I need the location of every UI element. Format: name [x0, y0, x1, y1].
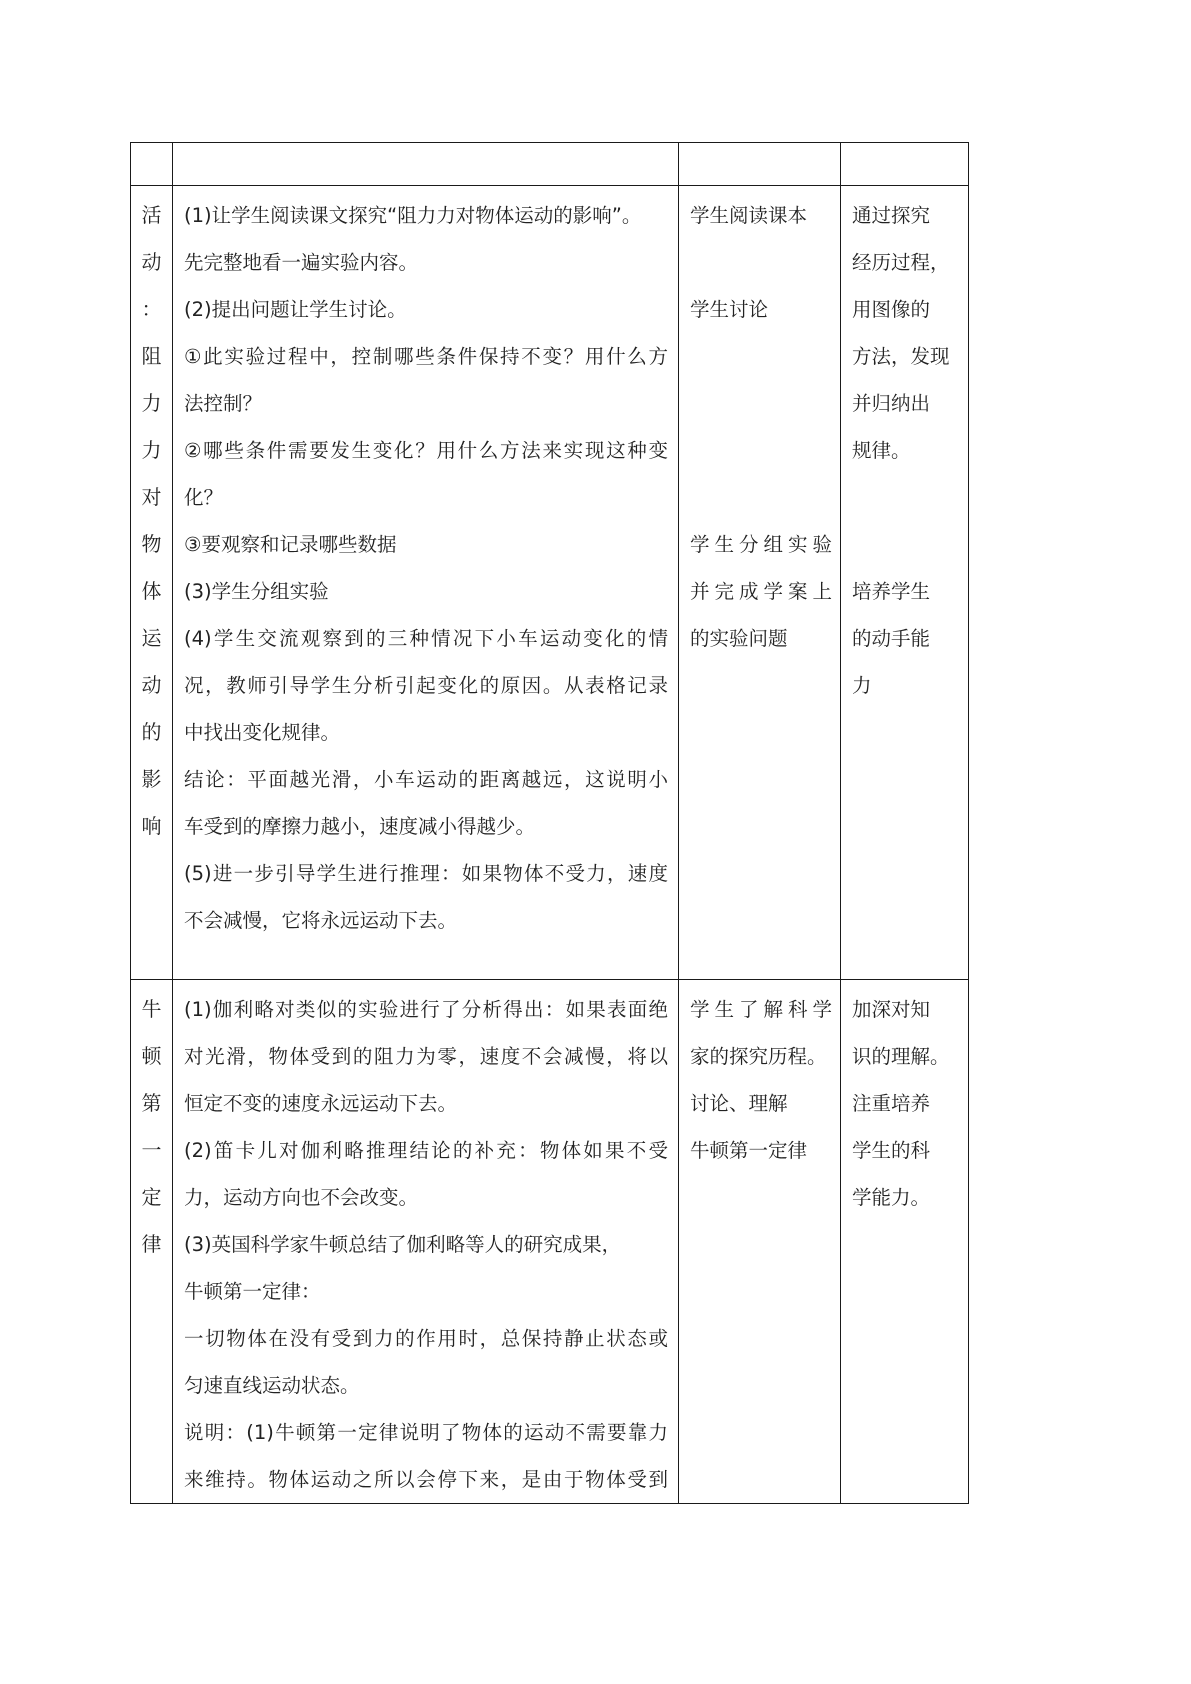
purpose-line: 加深对知 — [852, 998, 931, 1021]
purpose-line — [852, 521, 960, 568]
purpose-line: 培养学生 — [852, 580, 931, 603]
student-activity-line — [690, 333, 832, 380]
activity-design-purpose — [841, 186, 968, 709]
content-line: 化？ — [184, 486, 224, 509]
newton-student-cell — [679, 980, 841, 1504]
blank-cell — [679, 143, 841, 186]
content-line: (2)笛卡儿对伽利略推理结论的补充：物体如果不受 — [184, 1139, 668, 1162]
section-title-char: 对 — [141, 485, 162, 509]
purpose-line: 学能力。 — [852, 1186, 931, 1209]
section-title-char: 第 — [141, 1091, 162, 1115]
content-line: (3)英国科学家牛顿总结了伽利略等人的研究成果， — [184, 1233, 622, 1256]
section-title-char: 一 — [141, 1138, 162, 1162]
content-line: (2)提出问题让学生讨论。 — [184, 298, 407, 321]
section-title-char: 动 — [141, 250, 162, 274]
activity-content — [173, 186, 678, 944]
purpose-line: 识的理解。 — [852, 1045, 950, 1068]
content-line: (3)学生分组实验 — [184, 580, 329, 603]
content-line: (5)进一步引导学生进行推理：如果物体不受力，速度 — [184, 862, 668, 885]
student-activity-line: 牛顿第一定律 — [690, 1139, 808, 1162]
activity-title — [131, 186, 172, 850]
content-line: 说明：(1)牛顿第一定律说明了物体的运动不需要靠力 — [184, 1421, 668, 1444]
blank-cell — [131, 143, 173, 186]
section-title-char: 运 — [141, 626, 162, 650]
newton-student-activity — [679, 980, 840, 1174]
purpose-line: 用图像的 — [852, 298, 931, 321]
content-line: 一切物体在没有受到力的作用时，总保持静止状态或 — [184, 1327, 668, 1350]
activity-student-cell — [679, 186, 841, 980]
student-activity-line — [690, 474, 832, 521]
table-header-row — [131, 143, 969, 186]
newton-content — [173, 980, 678, 1503]
content-line: (4)学生交流观察到的三种情况下小车运动变化的情 — [184, 627, 668, 650]
purpose-line: 学生的科 — [852, 1139, 931, 1162]
purpose-line — [852, 474, 960, 521]
purpose-line: 通过探究 — [852, 204, 931, 227]
student-activity-line: 家的探究历程。 — [690, 1045, 827, 1068]
content-line: 牛顿第一定律： — [184, 1280, 321, 1303]
content-line: 车受到的摩擦力越小，速度减小得越少。 — [184, 815, 536, 838]
section-title-char: 阻 — [141, 344, 162, 368]
content-line: 不会减慢，它将永远运动下去。 — [184, 909, 458, 932]
content-line: (1)伽利略对类似的实验进行了分析得出：如果表面绝 — [184, 998, 668, 1021]
purpose-line: 力 — [852, 674, 872, 697]
section-title-char: 物 — [141, 532, 162, 556]
newton-content-cell — [173, 980, 679, 1504]
content-line: 来维持。物体运动之所以会停下来，是由于物体受到 — [184, 1468, 668, 1491]
purpose-line: 注重培养 — [852, 1092, 931, 1115]
content-line: 力，运动方向也不会改变。 — [184, 1186, 419, 1209]
section-title-char: 响 — [141, 814, 162, 838]
content-line: ②哪些条件需要发生变化？用什么方法来实现这种变 — [184, 439, 668, 462]
student-activity-line: 学生阅读课本 — [690, 204, 808, 227]
section-title-char: 牛 — [141, 997, 162, 1021]
content-line: 先完整地看一遍实验内容。 — [184, 251, 419, 274]
section-title-char: 活 — [141, 203, 162, 227]
section-title-char: 影 — [141, 767, 162, 791]
student-activity-line: 讨论、理解 — [690, 1092, 788, 1115]
student-activity-line: 并完成学案上 — [690, 580, 838, 603]
newton-purpose-cell — [841, 980, 969, 1504]
section-title-char: 定 — [141, 1185, 162, 1209]
activity-student-activity — [679, 186, 840, 662]
student-activity-line: 学生讨论 — [690, 298, 769, 321]
section-title-char: 动 — [141, 673, 162, 697]
content-line: ③要观察和记录哪些数据 — [184, 533, 397, 556]
section-title-char: 体 — [141, 579, 162, 603]
content-line: (1)让学生阅读课文探究“阻力力对物体运动的影响”。 — [184, 204, 642, 227]
student-activity-line: 的实验问题 — [690, 627, 788, 650]
section-title-char: ： — [141, 297, 162, 321]
lesson-plan-table — [130, 142, 969, 1504]
student-activity-line — [690, 427, 832, 474]
activity-title-cell — [131, 186, 173, 980]
content-line: 结论：平面越光滑，小车运动的距离越远，这说明小 — [184, 768, 668, 791]
section-title-char: 力 — [141, 438, 162, 462]
blank-cell — [173, 143, 679, 186]
newton-design-purpose — [841, 980, 968, 1221]
content-line: ①此实验过程中，控制哪些条件保持不变？用什么方 — [184, 345, 668, 368]
content-line: 恒定不变的速度永远运动下去。 — [184, 1092, 458, 1115]
purpose-line: 并归纳出 — [852, 392, 931, 415]
content-line: 中找出变化规律。 — [184, 721, 341, 744]
section-title-char: 律 — [141, 1232, 162, 1256]
content-line: 况，教师引导学生分析引起变化的原因。从表格记录 — [184, 674, 668, 697]
activity-purpose-cell — [841, 186, 969, 980]
newton-title — [131, 980, 172, 1268]
student-activity-line: 学生分组实验 — [690, 533, 838, 556]
student-activity-line: 学生了解科学 — [690, 998, 838, 1021]
student-activity-line — [690, 239, 832, 286]
content-line: 法控制？ — [184, 392, 263, 415]
purpose-line: 经历过程， — [852, 251, 950, 274]
table-row-newton — [131, 980, 969, 1504]
section-title-char: 顿 — [141, 1044, 162, 1068]
purpose-line: 方法，发现 — [852, 345, 950, 368]
purpose-line: 规律。 — [852, 439, 911, 462]
table-row-activity — [131, 186, 969, 980]
newton-title-cell — [131, 980, 173, 1504]
purpose-line: 的动手能 — [852, 627, 931, 650]
activity-content-cell — [173, 186, 679, 980]
section-title-char: 力 — [141, 391, 162, 415]
content-line: 对光滑，物体受到的阻力为零，速度不会减慢，将以 — [184, 1045, 668, 1068]
student-activity-line — [690, 380, 832, 427]
section-title-char: 的 — [141, 720, 162, 744]
content-line: 匀速直线运动状态。 — [184, 1374, 360, 1397]
blank-cell — [841, 143, 969, 186]
